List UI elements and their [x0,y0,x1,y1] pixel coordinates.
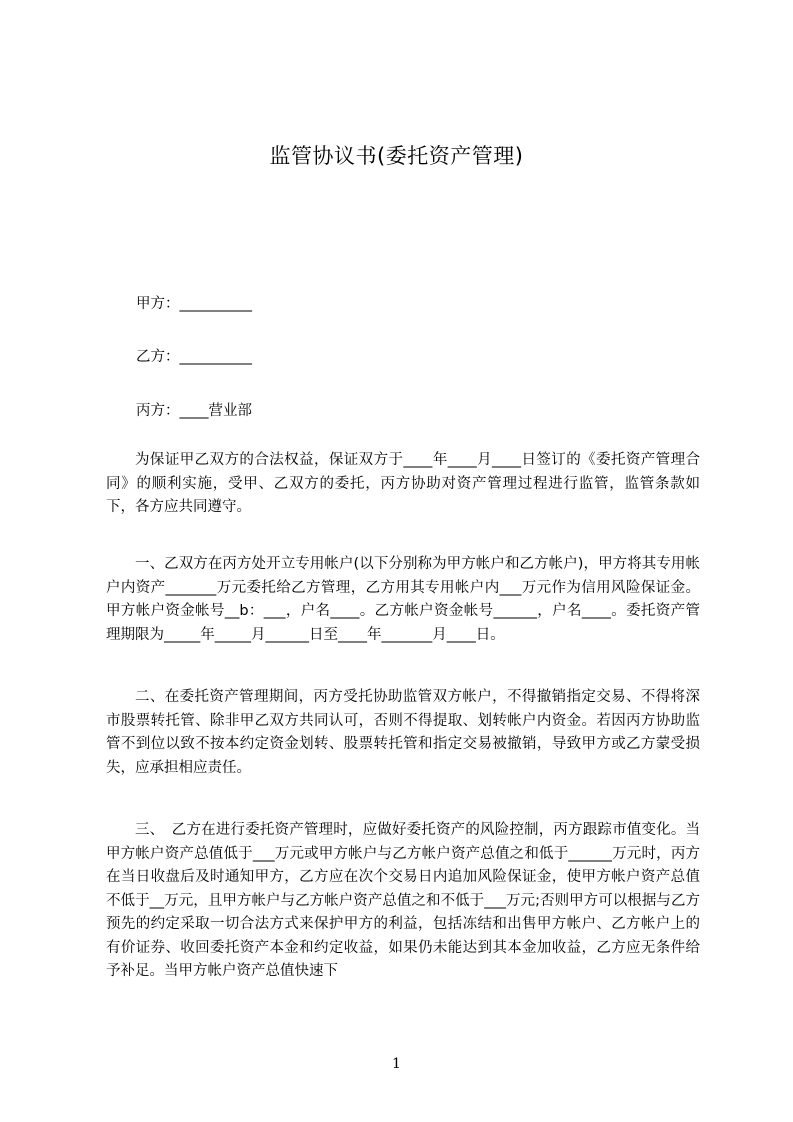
clause-1-text: 一、乙双方在丙方处开立专用帐户(以下分别称为甲方帐户和乙方帐户)，甲方将其专用帐户内资产_______万元委托给乙方管理，乙方用其专用帐户内___万元作为信用风险保证金。甲方帐户资金帐号__b：___，户名____。乙方帐户资金帐号______，户名____。委托资产管理期限为_____年_____月______日至____年_______月____日。 [106,556,700,643]
clause-2-paragraph [106,686,700,780]
clause-3-text: 三、 乙方在进行委托资产管理时，应做好委托资产的风险控制，丙方跟踪市值变化。当甲方帐户资产总值低于___万元或甲方帐户与乙方帐户资产总值之和低于______万元时，丙方在当日收盘后及时通知甲方，乙方应在次个交易日内追加风险保证金，使甲方帐户资产总值不低于__万元，且甲方帐户与乙方帐户资产总值之和不低于___万元;否则甲方可以根据与乙方预先的约定采取一切合法方式来保护甲方的利益，包括冻结和出售甲方帐户、乙方帐户上的有价证券、收回委托资产本金和约定收益，如果仍未能达到其本金加收益，乙方应无条件给予补足。当甲方帐户资产总值快速下 [106,822,700,979]
clause-2-text: 二、在委托资产管理期间，丙方受托协助监管双方帐户，不得撤销指定交易、不得将深市股票转托管、除非甲乙双方共同认可，否则不得提取、划转帐户内资金。若因丙方协助监管不到位以致不按本约定资金划转、股票转托管和指定交易被撤销，导致甲方或乙方蒙受损失，应承担相应责任。 [106,689,700,776]
document-title: 监管协议书(委托资产管理) [269,144,524,168]
party-c-line: 丙方：____营业部 [136,403,252,419]
intro-paragraph [106,449,700,520]
clause-3-paragraph [106,819,700,984]
party-b-line: 乙方：__________ [136,349,252,365]
intro-paragraph-text: 为保证甲乙双方的合法权益，保证双方于____年____月____日签订的《委托资产管理合同》的顺利实施，受甲、乙双方的委托，丙方协助对资产管理过程进行监管，监管条款如下，各方应共同遵守。 [106,452,700,515]
page-number: 1 [392,1056,401,1072]
clause-1-paragraph [106,553,700,647]
party-a-line: 甲方：__________ [136,296,252,312]
